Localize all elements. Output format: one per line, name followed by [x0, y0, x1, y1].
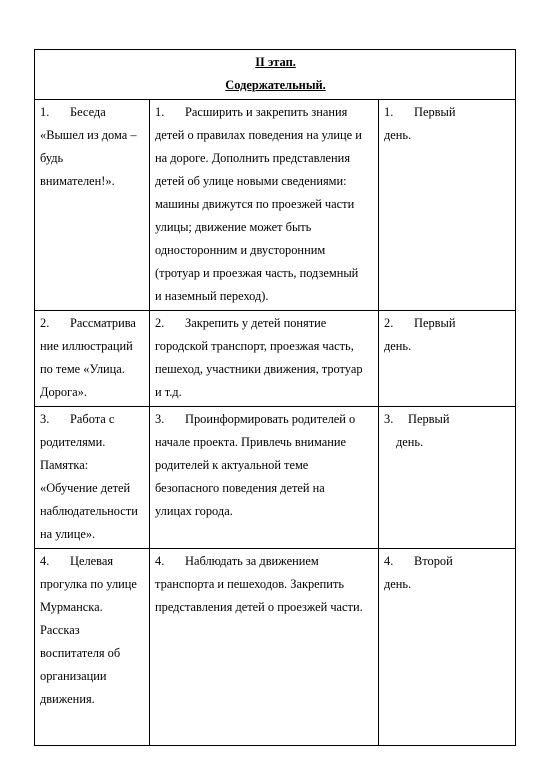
time-text: Первый: [408, 412, 450, 426]
activity-text: внимателен!».: [40, 174, 115, 188]
activity-cell: [35, 549, 150, 746]
activity-text: Мурманска.: [40, 600, 103, 614]
activity-text: Рассматрива: [70, 316, 136, 330]
goal-text: односторонним и двусторонним: [155, 243, 326, 257]
goal-text: Расширить и закрепить знания: [185, 105, 348, 119]
stage-header-cell: [35, 50, 516, 100]
activity-text: Памятка:: [40, 458, 89, 472]
time-cell: [379, 407, 516, 549]
plan-table: [34, 49, 516, 746]
goal-text: и т.д.: [155, 385, 182, 399]
time-cell: [379, 311, 516, 407]
activity-cell: [35, 407, 150, 549]
time-text: день.: [396, 435, 424, 449]
activity-text: Дорога».: [40, 385, 87, 399]
goal-number: 4.: [155, 554, 165, 568]
time-text: день.: [384, 577, 412, 591]
activity-number: 1.: [40, 105, 50, 119]
goal-text: машины движутся по проезжей части: [155, 197, 355, 211]
goal-text: безопасного поведения детей на: [155, 481, 325, 495]
goal-text: на дороге. Дополнить представления: [155, 151, 351, 165]
activity-text: организации: [40, 669, 107, 683]
activity-number: 2.: [40, 316, 50, 330]
activity-text: «Обучение детей: [40, 481, 131, 495]
table-row: [35, 311, 516, 407]
goal-text: пешеход, участники движения, тротуар: [155, 362, 363, 376]
goal-text: детей об улице новыми сведениями:: [155, 174, 347, 188]
goal-cell: [150, 100, 379, 311]
stage-title: II этап.: [255, 55, 296, 69]
activity-text: на улице».: [40, 527, 96, 541]
activity-text: наблюдательности: [40, 504, 138, 518]
goal-text: представления детей о проезжей части.: [155, 600, 363, 614]
goal-text: транспорта и пешеходов. Закрепить: [155, 577, 345, 591]
activity-text: прогулка по улице: [40, 577, 137, 591]
goal-text: Закрепить у детей понятие: [185, 316, 327, 330]
goal-cell: [150, 549, 379, 746]
activity-text: движения.: [40, 692, 95, 706]
time-text: день.: [384, 339, 412, 353]
time-number: 4.: [384, 554, 394, 568]
goal-text: и наземный переход).: [155, 289, 269, 303]
time-number: 1.: [384, 105, 394, 119]
goal-text: улицы; движение может быть: [155, 220, 312, 234]
goal-text: улицах города.: [155, 504, 233, 518]
activity-text: воспитателя об: [40, 646, 121, 660]
activity-text: родителями.: [40, 435, 106, 449]
time-text: Первый: [414, 105, 456, 119]
time-text: день.: [384, 128, 412, 142]
goal-text: начале проекта. Привлечь внимание: [155, 435, 346, 449]
stage-header-row: [35, 50, 516, 100]
goal-text: Проинформировать родителей о: [185, 412, 356, 426]
activity-number: 3.: [40, 412, 50, 426]
time-text: Второй: [414, 554, 453, 568]
goal-text: Наблюдать за движением: [185, 554, 319, 568]
activity-text: Беседа: [70, 105, 106, 119]
stage-name: Содержательный.: [225, 78, 326, 92]
activity-text: «Вышел из дома –: [40, 128, 137, 142]
goal-number: 3.: [155, 412, 165, 426]
goal-text: городской транспорт, проезжая часть,: [155, 339, 354, 353]
activity-text: по теме «Улица.: [40, 362, 125, 376]
activity-number: 4.: [40, 554, 50, 568]
time-number: 2.: [384, 316, 394, 330]
activity-cell: [35, 100, 150, 311]
activity-text: Целевая: [70, 554, 114, 568]
goal-text: детей о правилах поведения на улице и: [155, 128, 362, 142]
activity-text: будь: [40, 151, 64, 165]
goal-text: (тротуар и проезжая часть, подземный: [155, 266, 359, 280]
goal-number: 2.: [155, 316, 165, 330]
activity-text: ние иллюстраций: [40, 339, 133, 353]
activity-text: Рассказ: [40, 623, 80, 637]
activity-cell: [35, 311, 150, 407]
time-cell: [379, 549, 516, 746]
time-text: Первый: [414, 316, 456, 330]
goal-cell: [150, 311, 379, 407]
table-row: [35, 549, 516, 746]
activity-text: Работа с: [70, 412, 115, 426]
goal-text: родителей к актуальной теме: [155, 458, 309, 472]
table-row: [35, 407, 516, 549]
table-row: [35, 100, 516, 311]
time-cell: [379, 100, 516, 311]
goal-cell: [150, 407, 379, 549]
goal-number: 1.: [155, 105, 165, 119]
time-number: 3.: [384, 412, 394, 426]
